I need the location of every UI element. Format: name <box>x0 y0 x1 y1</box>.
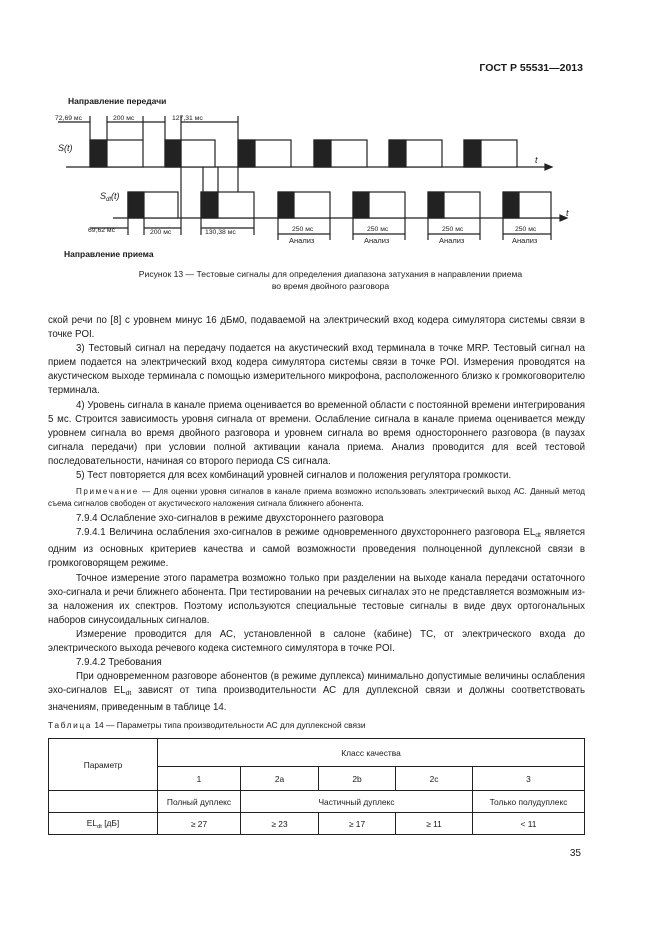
time-axis-upper: t <box>535 155 538 165</box>
dim-label: 130,38 мс <box>205 229 236 236</box>
dim-label: 250 мс <box>442 226 464 233</box>
value-cell: ≥ 23 <box>241 813 319 835</box>
section-heading: 7.9.4 Ослабление эхо-сигналов в режиме двухстороннего разговора <box>76 513 384 525</box>
time-axis-lower: t <box>566 208 569 218</box>
duplex-type-cell: Полный дуплекс <box>158 791 241 813</box>
dim-label: 250 мс <box>367 226 389 233</box>
note: Примечание — Для оценки уровня сигналов в канале приема возможно использовать электрический выход АС. Данный метод съема сигналов свободен от акустического наложения сигнала ближнего абонента. <box>48 487 585 509</box>
standard-header: ГОСТ Р 55531—2013 <box>479 62 583 74</box>
paragraph: 7.9.4.1 Величина ослабления эхо-сигналов в режиме одновременного двухстороннего разговора $EL_{dt}$ является одним из основных критериев качества и самой возможности проведения полноценной дуплексной связи в громкоговорящем режиме. <box>48 527 585 570</box>
signal-sdt-label: $S_{dt}(t)$ <box>100 191 120 203</box>
test-signal-diagram <box>0 0 661 260</box>
paragraph: Измерение проводится для АС, установленной в салоне (кабине) ТС, от электрического входа до электрического выхода речевого кодека системного симулятора в точке POI. <box>48 628 585 654</box>
dim-label: 250 мс <box>292 226 314 233</box>
class-cell: 1 <box>158 767 241 791</box>
paragraph: Точное измерение этого параметра возможно только при разделении на выходе канала передачи остаточного эхо-сигнала и речи ближнего абонента. При тестировании на речевых сигналах это не представляется возможным из-за наложения их спектров. Поэтому используются специальные тестовые сигналы в виде двух ортогональных наборов синусоидальных сигналов. <box>48 572 585 626</box>
dim-label: 127,31 мс <box>172 115 203 122</box>
figure-caption: Рисунок 13 — Тестовые сигналы для определения диапазона затухания в направлении приема во время двойного разговора <box>138 269 523 291</box>
value-cell: < 11 <box>473 813 585 835</box>
dim-label: 72,69 мс <box>55 115 82 122</box>
param-header: Параметр <box>49 739 158 791</box>
dim-label: 200 мс <box>150 229 172 236</box>
dim-label: 200 мс <box>113 115 135 122</box>
paragraph: 4) Уровень сигнала в канале приема оценивается во временной области с постоянной времени интегрирования 5 мс. Строится зависимость уровня сигнала от времени. Ослабление сигнала в канале приема оценивается между уровнем сигнала во время двойного разговора и уровнем сигнала во время одностороннего разговора (в паузах сигнала передачи) при условии полной активации канала приема. Анализ проводится для всей тестовой последовательности, начиная со второго периода CS сигнала. <box>48 399 585 467</box>
paragraph: 5) Тест повторяется для всех комбинаций уровней сигналов и положения регулятора громкости. <box>76 470 512 482</box>
dim-label: 69,62 мс <box>88 227 115 234</box>
signal-s-label: S(t) <box>58 143 73 153</box>
value-cell: ≥ 27 <box>158 813 241 835</box>
class-header: Класс качества <box>158 739 585 767</box>
param-cell: $EL_{dt}$ [дБ] <box>49 813 158 835</box>
analysis-label: Анализ <box>512 236 538 245</box>
value-cell: ≥ 17 <box>319 813 396 835</box>
paragraph: ской речи по [8] с уровнем минус 16 дБм0, подаваемой на электрический вход кодера симулятора системы связи в точке POI. <box>48 315 585 341</box>
dim-label: 250 мс <box>515 226 537 233</box>
duplex-type-cell: Частичный дуплекс <box>241 791 473 813</box>
table-caption: Таблица 14 — Параметры типа производительности АС для дуплексной связи <box>48 720 366 730</box>
class-cell: 2b <box>319 767 396 791</box>
empty-cell <box>49 791 158 813</box>
rx-direction-label: Направление приема <box>64 249 154 259</box>
class-cell: 2a <box>241 767 319 791</box>
value-cell: ≥ 11 <box>396 813 473 835</box>
body-text <box>48 314 585 715</box>
paragraph: 3) Тестовый сигнал на передачу подается на акустический вход терминала в точке MRP. Тестовый сигнал на прием подается на электрический вход кодера симулятора системы связи в точке POI. Измерения проводятся на акустическом выходе терминала с помощью измерительного микрофона, расположенного близко к громкоговорителю терминала. <box>48 343 585 397</box>
section-heading: 7.9.4.2 Требования <box>76 657 162 669</box>
duplex-type-cell: Только полудуплекс <box>473 791 585 813</box>
duplex-performance-table <box>48 738 585 835</box>
analysis-label: Анализ <box>289 236 315 245</box>
class-cell: 2c <box>396 767 473 791</box>
paragraph: При одновременном разговоре абонентов (в режиме дуплекса) минимально допустимые величины ослабления эхо-сигналов $EL_{dt}$ зависят от типа производительности АС для дуплексной связи и должны соответствовать значениям, приведенным в таблице 14. <box>48 671 585 714</box>
analysis-label: Анализ <box>439 236 465 245</box>
tx-direction-label: Направление передачи <box>68 96 167 106</box>
class-cell: 3 <box>473 767 585 791</box>
page-number: 35 <box>569 848 581 859</box>
analysis-label: Анализ <box>364 236 390 245</box>
